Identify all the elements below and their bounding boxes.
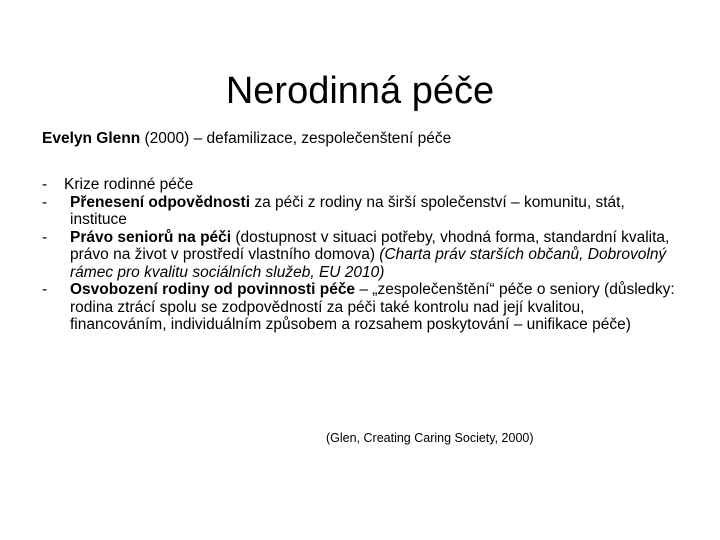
slide-title: Nerodinná péče: [225, 70, 495, 113]
bullet-item: [42, 281, 682, 334]
bullet-dash: -: [42, 281, 48, 298]
bullet-list: [42, 176, 682, 334]
citation: (Glen, Creating Caring Society, 2000): [326, 431, 534, 445]
bullet-item: [42, 194, 682, 229]
bullet-item: [42, 176, 682, 194]
bullet-italic-text: (Charta práv starších občanů, Dobrovolný rámec pro kvalitu sociálních služeb, EU 2010): [70, 246, 667, 281]
bullet-text: za péči z rodiny na širší společenství – komunitu, stát, instituce: [70, 193, 625, 228]
bullet-bold-text: Přenesení odpovědnosti: [70, 193, 251, 211]
bullet-item: [42, 229, 682, 282]
bullet-text: (dostupnost v situaci potřeby, vhodná forma, standardní kvalita, právo na život v prostředí vlastního domova): [70, 228, 670, 263]
bullet-text: – „zespolečenštění“ péče o seniory (důsledky: rodina ztrácí spolu se zodpovědností za péči také kontrolu nad její kvalitou, financováním, individuálním způsobem a rozsahem poskytování – unifikace péče): [70, 281, 675, 333]
bullet-dash: -: [42, 193, 48, 211]
subtitle-text: (2000) – defamilizace, zespolečenštení péče: [140, 130, 452, 147]
bullet-text: Krize rodinné péče: [64, 176, 194, 193]
bullet-dash: -: [42, 228, 48, 246]
bullet-dash: -: [42, 176, 48, 193]
slide-subtitle: [42, 128, 682, 150]
subtitle-author: Evelyn Glenn: [42, 130, 141, 147]
bullet-bold-text: Právo seniorů na péči: [70, 228, 232, 246]
bullet-bold-text: Osvobození rodiny od povinnosti péče: [70, 281, 356, 298]
